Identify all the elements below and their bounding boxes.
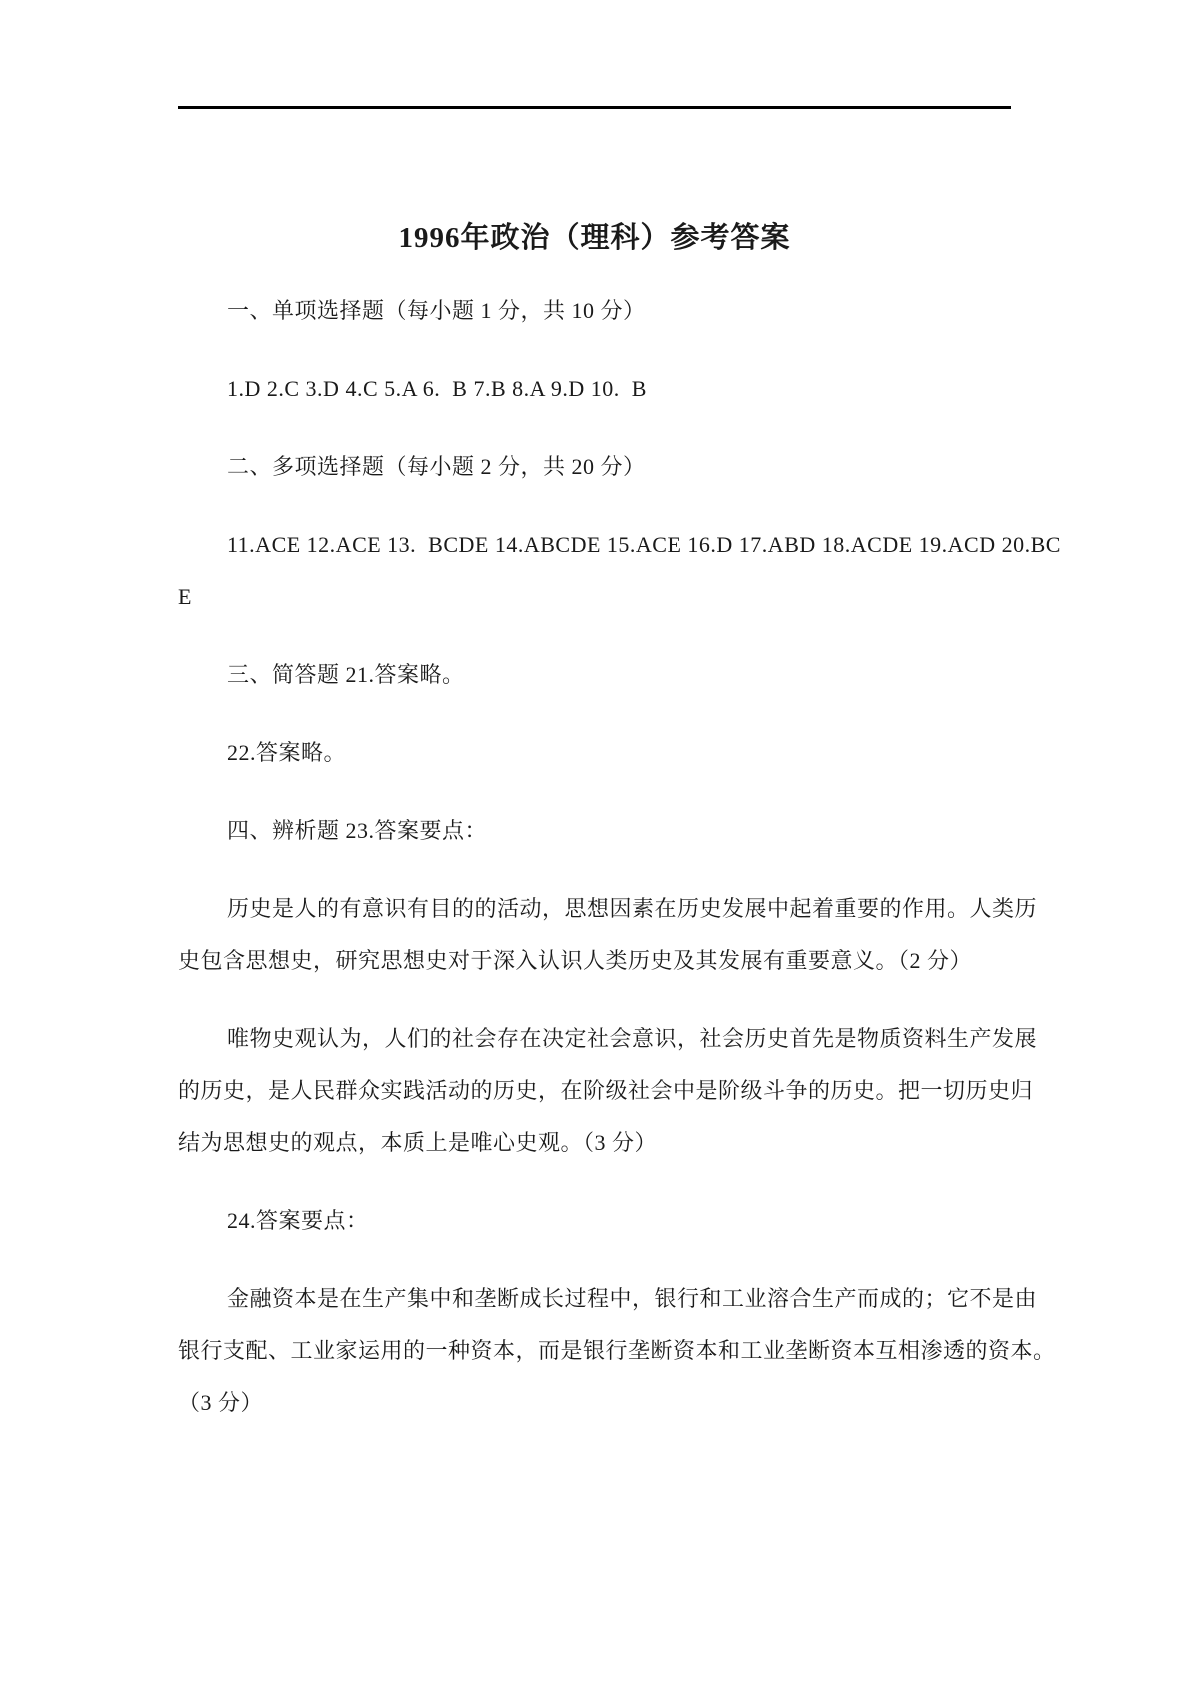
line-q23-point1-b: 史包含思想史，研究思想史对于深入认识人类历史及其发展有重要意义。（2 分） — [178, 948, 973, 973]
document-body — [178, 285, 1061, 1429]
line-q24-heading: 24.答案要点： — [227, 1208, 369, 1233]
page-title: 1996年政治（理科）参考答案 — [398, 222, 791, 254]
header-rule — [178, 106, 1011, 109]
line-section3-heading-q21: 三、简答题 21.答案略。 — [227, 662, 465, 687]
line-multi-choice-answers-cont: E — [178, 584, 192, 609]
line-q23-point1-a: 历史是人的有意识有目的的活动，思想因素在历史发展中起着重要的作用。人类历 — [227, 896, 1038, 921]
line-section4-heading-q23: 四、辨析题 23.答案要点： — [227, 818, 488, 843]
line-section1-heading: 一、单项选择题（每小题 1 分，共 10 分） — [227, 298, 646, 323]
line-multi-choice-answers: 11.ACE 12.ACE 13. BCDE 14.ABCDE 15.ACE 16.D 17.ABD 18.ACDE 19.ACD 20.BC — [227, 532, 1061, 557]
line-single-choice-answers: 1.D 2.C 3.D 4.C 5.A 6. B 7.B 8.A 9.D 10. B — [227, 376, 647, 401]
line-q23-point2-c: 结为思想史的观点，本质上是唯心史观。（3 分） — [178, 1130, 658, 1155]
line-q23-point2-b: 的历史，是人民群众实践活动的历史，在阶级社会中是阶级斗争的历史。把一切历史归 — [178, 1078, 1034, 1103]
line-section2-heading: 二、多项选择题（每小题 2 分，共 20 分） — [227, 454, 646, 479]
line-q24-answer-c: （3 分） — [178, 1390, 264, 1415]
line-q24-answer-b: 银行支配、工业家运用的一种资本，而是银行垄断资本和工业垄断资本互相渗透的资本。 — [178, 1338, 1056, 1363]
line-q22-answer: 22.答案略。 — [227, 740, 347, 765]
line-q23-point2-a: 唯物史观认为，人们的社会存在决定社会意识，社会历史首先是物质资料生产发展 — [227, 1026, 1038, 1051]
line-q24-answer-a: 金融资本是在生产集中和垄断成长过程中，银行和工业溶合生产而成的；它不是由 — [227, 1286, 1038, 1311]
